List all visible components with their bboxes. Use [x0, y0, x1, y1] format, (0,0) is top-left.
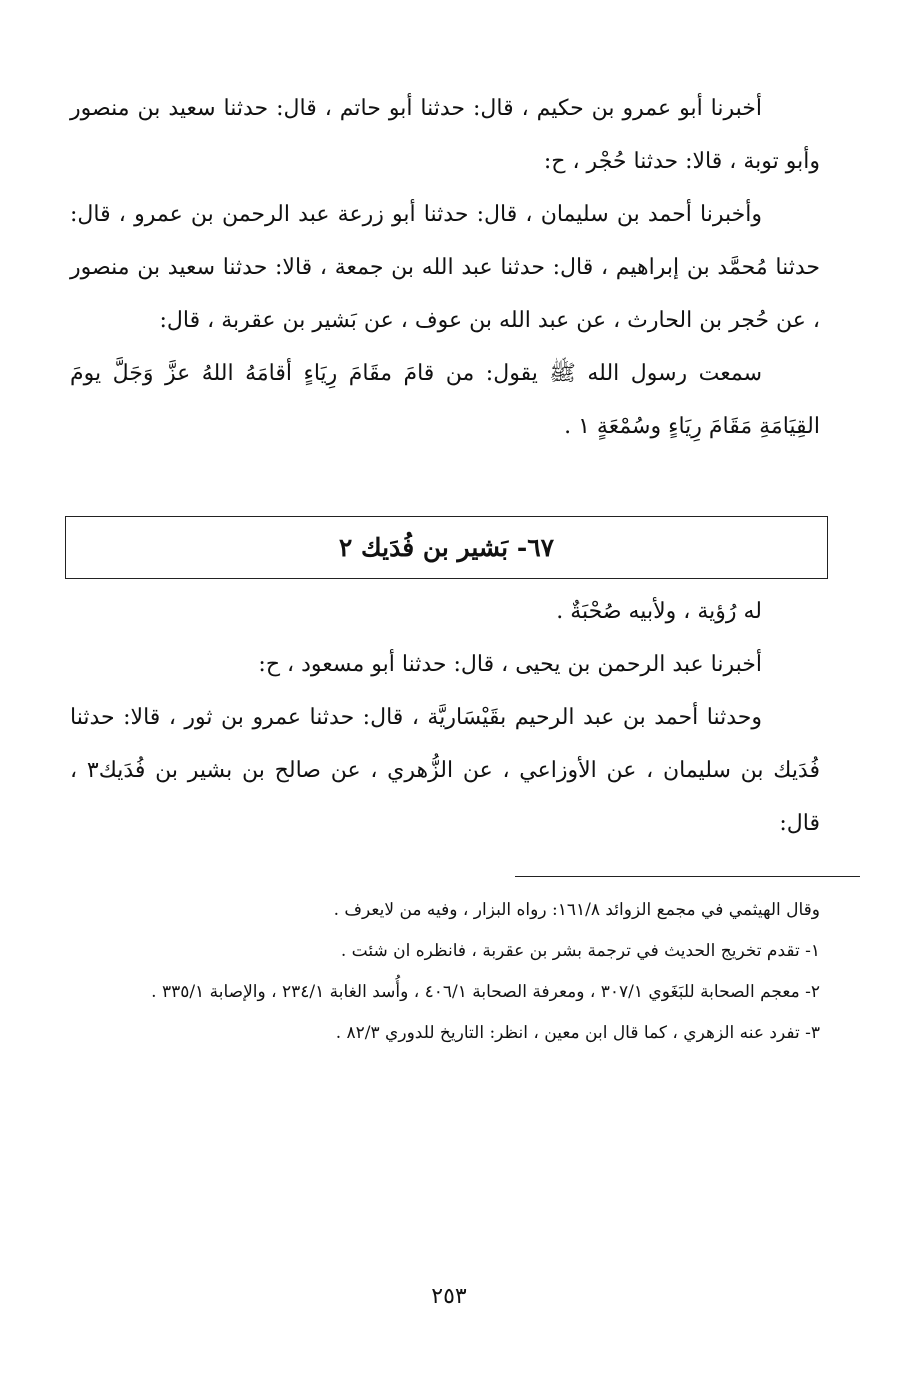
isnad-paragraph-1: أخبرنا أبو عمرو بن حكيم ، قال: حدثنا أبو حاتم ، قال: حدثنا سعيد بن منصور وأبو توبة ، قالا: حدثنا حُجْر ، ح: — [70, 96, 820, 174]
hadith-text-block-1 — [70, 82, 820, 453]
footnote-1: ١- تقدم تخريج الحديث في ترجمة بشر بن عقربة ، فانظره ان شئت . — [340, 941, 820, 961]
footnotes — [70, 893, 820, 1057]
footnote-continuation: وقال الهيثمي في مجمع الزوائد ١٦١/٨: رواه البزار ، وفيه من لايعرف . — [333, 900, 820, 920]
hadith-matn: سمعت رسول الله ﷺ يقول: من قامَ مقَامَ رِيَاءٍ أقامَهُ اللهُ عزَّ وَجَلَّ يومَ القِيَامَةِ مَقَامَ رِيَاءٍ وسُمْعَةٍ ١ . — [70, 361, 820, 439]
page-number: ٢٥٣ — [431, 1284, 467, 1309]
footnote-2: ٢- معجم الصحابة للبَغَوي ٣٠٧/١ ، ومعرفة الصحابة ٤٠٦/١ ، وأُسد الغابة ٢٣٤/١ ، والإصابة ٣٣٥/١ . — [151, 982, 820, 1002]
biography-note: له رُؤية ، ولأبيه صُحْبَةٌ . — [556, 599, 762, 624]
isnad-paragraph-4: وحدثنا أحمد بن عبد الرحيم بقَيْسَاريَّة ، قال: حدثنا عمرو بن ثور ، قالا: حدثنا فُدَيك بن سليمان ، عن الأوزاعي ، عن الزُّهري ، عن صالح بن بشير بن فُدَيك٣ ، قال: — [70, 705, 821, 836]
footnote-separator — [515, 876, 860, 877]
isnad-paragraph-3: أخبرنا عبد الرحمن بن يحيى ، قال: حدثنا أبو مسعود ، ح: — [258, 652, 762, 677]
hadith-text-block-2 — [70, 585, 820, 850]
isnad-paragraph-2: وأخبرنا أحمد بن سليمان ، قال: حدثنا أبو زرعة عبد الرحمن بن عمرو ، قال: حدثنا مُحمَّد بن إبراهيم ، قال: حدثنا عبد الله بن جمعة ، قالا: حدثنا سعيد بن منصور ، عن حُجر بن الحارث ، عن عبد الله بن عوف ، عن بَشير بن عقربة ، قال: — [70, 202, 820, 333]
footnote-3: ٣- تفرد عنه الزهري ، كما قال ابن معين ، انظر: التاريخ للدوري ٨٢/٣ . — [335, 1023, 820, 1043]
section-heading: ٦٧- بَشير بن فُدَيك ٢ — [65, 516, 828, 579]
